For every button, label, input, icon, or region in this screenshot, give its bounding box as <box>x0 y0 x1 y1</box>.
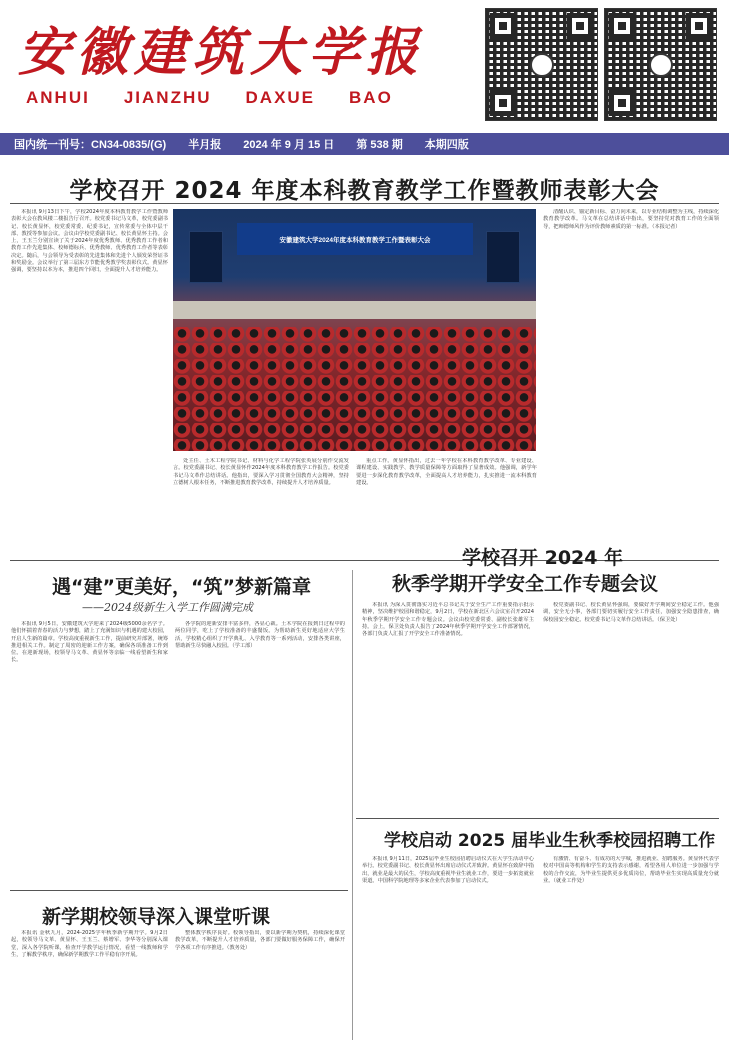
qr-code-icon <box>485 8 598 121</box>
leaders-article-col2: 整体教学秩序良好。校领导指出，要以新学期为契机，持续深化课堂教学改革，不断提升人才培养质量，各部门要做好服务保障工作，确保开学各项工作有序推进。（教务处） <box>175 930 345 951</box>
welcome-article-col2: 各学院的迎新安排丰富多样，各显心裁。土木学院在报到日过程中的两位同学，吃上了学校准备的丰盛餐饭。为帮助新生更好地适应大学生活，学校精心组织了开学典礼、入学教育等一系列活动，安排各类讲座，帮助新生尽快融入校园。（学工部） <box>175 621 345 649</box>
safety-headline-line2: 秋季学期开学安全工作专题会议 <box>392 573 659 595</box>
newspaper-pinyin <box>26 88 393 108</box>
safety-article-col1: 本报讯 为深入贯彻落实习近平总书记关于安全生产工作重要指示批示精神，坚决维护校园和谐稳定，9月2日，学校在新北区六会议室召开2024年秋季学期开学安全工作专题会议。会议由校党委常委、副校长张雄军主持。会上，保卫处负责人报告了2024年秋季学期开学安全工作部署情况，各部门负责人汇报了开学安全工作准备情况。 <box>362 602 534 638</box>
lead-article-col3: 重点工作。黄显怀指出，过去一年学校在本科教育教学改革、专业建设、课程建设、实践教学、教学质量保障等方面取得了显著成效。他强调，新学年要进一步深化教育教学改革，全面提高人才培养能力，扎实推进一流本科教育建设。 <box>356 458 537 486</box>
issue-info-bar <box>0 133 729 155</box>
pinyin-word: ANHUI <box>26 88 90 107</box>
issue-pages: 本期四版 <box>424 139 469 151</box>
newspaper-title: 安徽建筑大学报 <box>18 22 425 83</box>
lead-article-col4: 清醒认识、锚定新目标、奋力向未来，以专业结构调整为主线，持续深化教育教学改革。马文革在总结讲话中指出，要坚持党对教育工作的全面领导，把师德师风作为评价教师素质的第一标准。（本报记者） <box>543 209 719 230</box>
issue-number: 第 538 期 <box>356 139 403 151</box>
conference-photo <box>173 209 536 451</box>
issue-frequency: 半月报 <box>188 139 222 151</box>
leaders-article-col1: 本报讯 金秋九月，2024-2025学年秋季新学期开学。9月2日起，校领导马文革、黄显怀、王玉兰、蔡增军、李华等分别深入课堂，深入各学院听课，检查开学教学运行情况，看望一线教师和学生，了解教学秩序，确保新学期教学工作平稳有序开展。 <box>11 930 168 958</box>
pinyin-word: DAXUE <box>245 88 316 107</box>
welcome-subtitle: ——2024级新生入学工作圆满完成 <box>82 601 253 614</box>
pinyin-word: BAO <box>349 88 393 107</box>
safety-article-col2: 校党委副书记、校长黄显怀强调，要做好开学期间安全稳定工作。他强调，安全无小事，各部门要切实履行安全工作责任，加强安全隐患排查，确保校园安全稳定。校党委书记马文革作总结讲话。（保卫处） <box>543 602 719 623</box>
qr-code-icon <box>604 8 717 121</box>
divider <box>10 890 348 891</box>
safety-headline-line1: 学校召开 2024 年 <box>462 547 624 569</box>
recruit-headline: 学校启动 2025 届毕业生秋季校园招聘工作 <box>384 831 716 851</box>
photo-banner: 安徽建筑大学2024年度本科教育教学工作暨表彰大会 <box>237 223 473 255</box>
welcome-headline: 遇“建”更美好，“筑”梦新篇章 <box>52 576 311 598</box>
masthead <box>0 0 729 132</box>
recruit-article-col2: 有激情、有奋斗、有成功的大学城，推进就业、招聘服务。黄显怀代表学校对中国高等机构和学生的支持表示感谢，希望各用人单位进一步加强与学校的合作交流，为毕业生提供更多优质岗位，帮助毕业生实现高质量充分就业。（就业工作处） <box>543 856 719 884</box>
seal-icon <box>649 53 673 77</box>
issue-code: 国内统一刊号：CN34-0835/(G) <box>14 139 167 151</box>
issue-date: 2024 年 9 月 15 日 <box>243 139 335 151</box>
divider <box>356 818 719 819</box>
leaders-headline: 新学期校领导深入课堂听课 <box>42 906 271 928</box>
lead-article-col1: 本报讯 9月13日下午，学校2024年度本科教育教学工作暨教师表彰大会在教风楼二楼报告厅召开。校党委书记马文革，校党委副书记、校长黄显怀，校党委常委、纪委书记，宣传常委与全体中层干部、教授等参加会议。会议由学校党委副书记、校长黄显怀主持。会上，王玉兰分别宣读了关于2024年度优秀教师、优秀教育工作者和教育工作先进集体、校师德标兵、优秀教师、优秀教育工作者等表彰决定。随后，与会领导为受表彰的先进集体和先进个人颁发荣誉证书和奖励金。会议举行了第三届东方节能优秀教学奖表彰仪式。黄显怀强调，要坚持以本为本，推进四个回归，全面提升人才培养能力。 <box>11 209 168 274</box>
lead-headline: 学校召开 2024 年度本科教育教学工作暨教师表彰大会 <box>69 178 660 204</box>
column-divider <box>352 570 353 1040</box>
seal-icon <box>530 53 554 77</box>
recruit-article-col1: 本报讯 9月11日，2025届毕业生校园招聘启动仪式在大学生活动中心举行。校党委副书记、校长黄显怀出席启动仪式并致辞。黄显怀在致辞中指出，就业是最大的民生，学校高度重视毕业生就业工作，要进一步拓宽就业渠道。中国科学院地理等多家企业代表参加了启动仪式。 <box>362 856 534 884</box>
pinyin-word: JIANZHU <box>123 88 212 107</box>
divider <box>10 203 719 204</box>
lead-article-col2: 处主任、土木工程学院书记、材料与化学工程学院张英展分别作交流发言。校党委副书记、校长黄显怀作2024年度本科教育教学工作报告。校党委书记马文革作总结讲话。他指出，要深入学习贯彻全国教育大会精神，坚持立德树人根本任务，不断推进教育教学改革，持续提升人才培养质量。 <box>173 458 349 486</box>
welcome-article-col1: 本报讯 9月5日，安徽建筑大学迎来了2024级5000余名学子。他们怀揣着青春的活力与梦想，踏上了充满知识与机遇的建大校园，开启人生新的篇章。学校高度重视新生工作，提前研究并部署，统筹推进相关工作。制定了周密的迎新工作方案，确保各项准备工作到位。在迎新现场，校领导马文革、黄显怀等亲临一线看望新生和家长。 <box>11 621 168 664</box>
